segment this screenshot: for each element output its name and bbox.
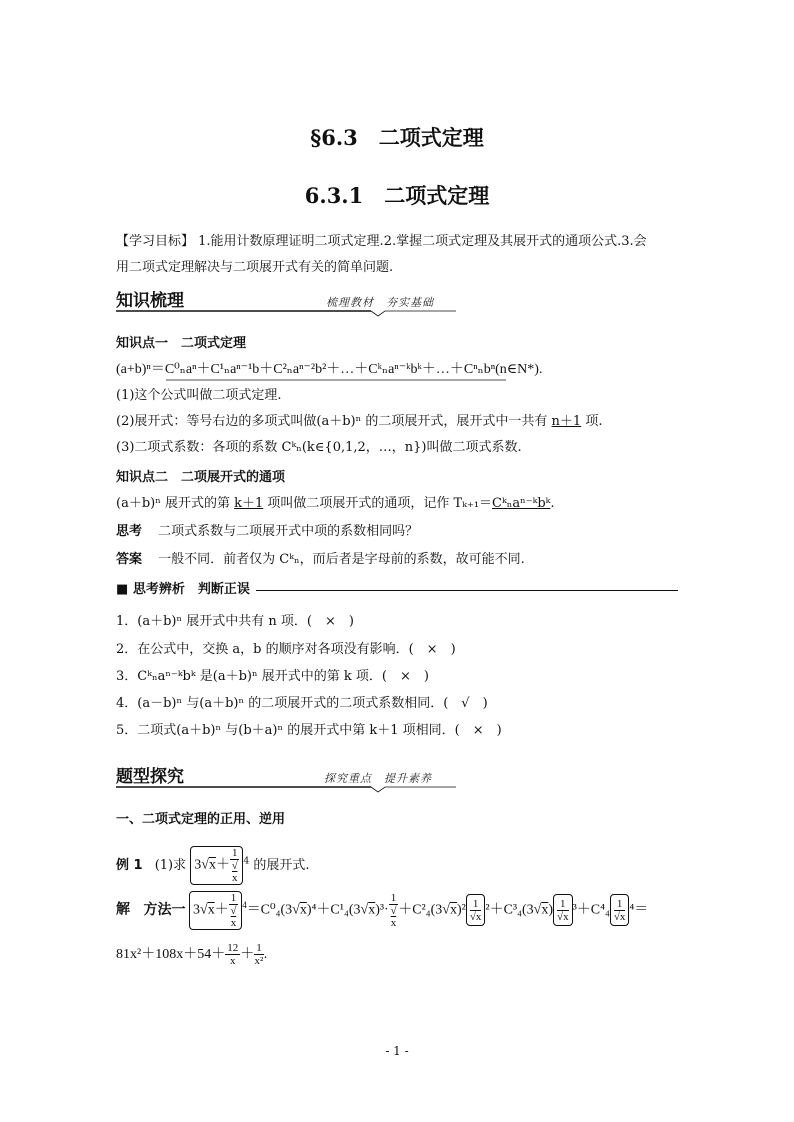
solution-label: 解: [116, 901, 130, 918]
learning-goals-line2: 用二项式定理解决与二项展开式有关的简单问题.: [116, 260, 394, 275]
judge-divider: [256, 589, 678, 592]
general-term-answer1: k＋1: [234, 496, 264, 511]
judge-item-4: 4．(a－b)ⁿ 与(a＋b)ⁿ 的二项展开式的二项式系数相同．( √ ): [116, 696, 488, 711]
result-text: 81x²＋108x＋54＋: [116, 947, 226, 962]
general-term-post: .: [550, 496, 555, 511]
binomial-expression: 3√x＋ 1 √ x: [190, 846, 243, 885]
example-question-post: 的展开式.: [253, 858, 310, 873]
item2-answer: n＋1: [551, 414, 582, 429]
point2-title: 知识点二 二项展开式的通项: [116, 470, 286, 485]
judge-title-row: [116, 580, 250, 600]
part1-title: 一、二项式定理的正用、逆用: [116, 812, 286, 827]
think-question: 二项式系数与二项展开式中项的系数相同吗？: [158, 524, 419, 539]
learning-goals-line1: [116, 232, 647, 252]
section-title: §6.3 二项式定理: [310, 125, 484, 150]
point1-item3: (3)二项式系数：各项的系数 Cᵏₙ(k∈{0,1,2，…，n})叫做二项式系数.: [116, 440, 522, 455]
think-answer-line: [116, 550, 525, 570]
point1-item2: [116, 412, 602, 432]
binomial-formula: (a+b)ⁿ＝C⁰ₙaⁿ＋C¹ₙaⁿ⁻¹b＋C²ₙaⁿ⁻²b²＋…＋Cᵏₙaⁿ⁻ᵏbᵏ＋…＋Cⁿₙbⁿ(n∈N*).: [116, 362, 543, 377]
fraction-1-over-x-squared: $\frac{1}{\text{x²}}$: [254, 942, 264, 968]
judge-item-3: 3．Cᵏₙaⁿ⁻ᵏbᵏ 是(a＋b)ⁿ 展开式中的第 k 项．( × ): [116, 669, 429, 684]
explore-section-title: 题型探究: [116, 767, 184, 787]
square-bullet-icon: ■: [116, 582, 133, 597]
goals-text1: 1.能用计数原理证明二项式定理.2.掌握二项式定理及其展开式的通项公式.3.会: [198, 234, 647, 249]
think-question-line: [116, 522, 418, 542]
solution-result: 81x²＋108x＋54＋ $\frac{12}{x}$ ＋ $\frac{1}{\text{x²}}$ .: [116, 942, 268, 968]
example-label: 例 1: [116, 858, 143, 873]
general-term-pre: (a＋b)ⁿ 展开式的第: [116, 496, 230, 511]
knowledge-section-note: 梳理教材 夯实基础: [326, 296, 434, 309]
general-term-mid: 项叫做二项展开式的通项，记作 Tₖ₊₁＝: [267, 496, 493, 511]
think-label: 思考: [116, 524, 143, 539]
example1-question: 例 1 (1)求 3√x＋ 1 √ x $^4$ 的展开式.: [116, 847, 310, 884]
page-number: - 1 -: [385, 1044, 409, 1058]
point1-item1: (1)这个公式叫做二项式定理.: [116, 388, 282, 403]
method-label: 方法一: [143, 901, 186, 918]
judge-item-5: 5．二项式(a＋b)ⁿ 与(b＋a)ⁿ 的展开式中第 k＋1 项相同．( × ): [116, 723, 502, 738]
solution-line: 解 方法一 3√x＋ 1 √ x $^4$＝C⁰₄(3√x)⁴＋C¹₄(3√x)³· 1 √ x ＋C²₄(3√x)² $\frac{1}{√x}$ ²＋C³₄(3√x) $\frac{1}{√x}$ ³＋C⁴₄ $\frac{1}{√x}$ ⁴＝: [116, 891, 649, 929]
explore-divider: [116, 784, 456, 794]
judge-item-2: 2．在公式中，交换 a，b 的顺序对各项没有影响．( × ): [116, 642, 456, 657]
example-question-pre: (1)求: [154, 858, 187, 873]
fraction-1-over-sqrt-x: 1 √ x: [231, 847, 238, 884]
fraction-12-over-x: $\frac{12}{x}$: [227, 942, 239, 968]
general-term-answer2: Cᵏₙaⁿ⁻ᵏbᵏ: [492, 496, 551, 511]
general-term-line: [116, 494, 555, 514]
explore-section-note: 探究重点 提升素养: [324, 772, 432, 785]
knowledge-section-title: 知识梳理: [116, 291, 184, 311]
think-answer: 一般不同．前者仅为 Cᵏₙ，而后者是字母前的系数，故可能不同.: [158, 552, 525, 567]
item2-text: (2)展开式：等号右边的多项式叫做(a＋b)ⁿ 的二项展开式，展开式中一共有: [116, 414, 548, 429]
item2-post: 项.: [585, 414, 603, 429]
goals-label: 【学习目标】: [116, 234, 195, 249]
judge-title: 思考辨析 判断正误: [132, 582, 250, 597]
formula-underline: [166, 378, 506, 382]
judge-item-1: 1．(a＋b)ⁿ 展开式中共有 n 项．( × ): [116, 614, 354, 629]
knowledge-divider: [116, 308, 456, 318]
expanded-expression: 3√x＋ 1 √ x: [189, 891, 242, 930]
point1-title: 知识点一 二项式定理: [116, 336, 247, 351]
answer-label: 答案: [116, 552, 143, 567]
subsection-title: 6.3.1 二项式定理: [304, 183, 490, 208]
